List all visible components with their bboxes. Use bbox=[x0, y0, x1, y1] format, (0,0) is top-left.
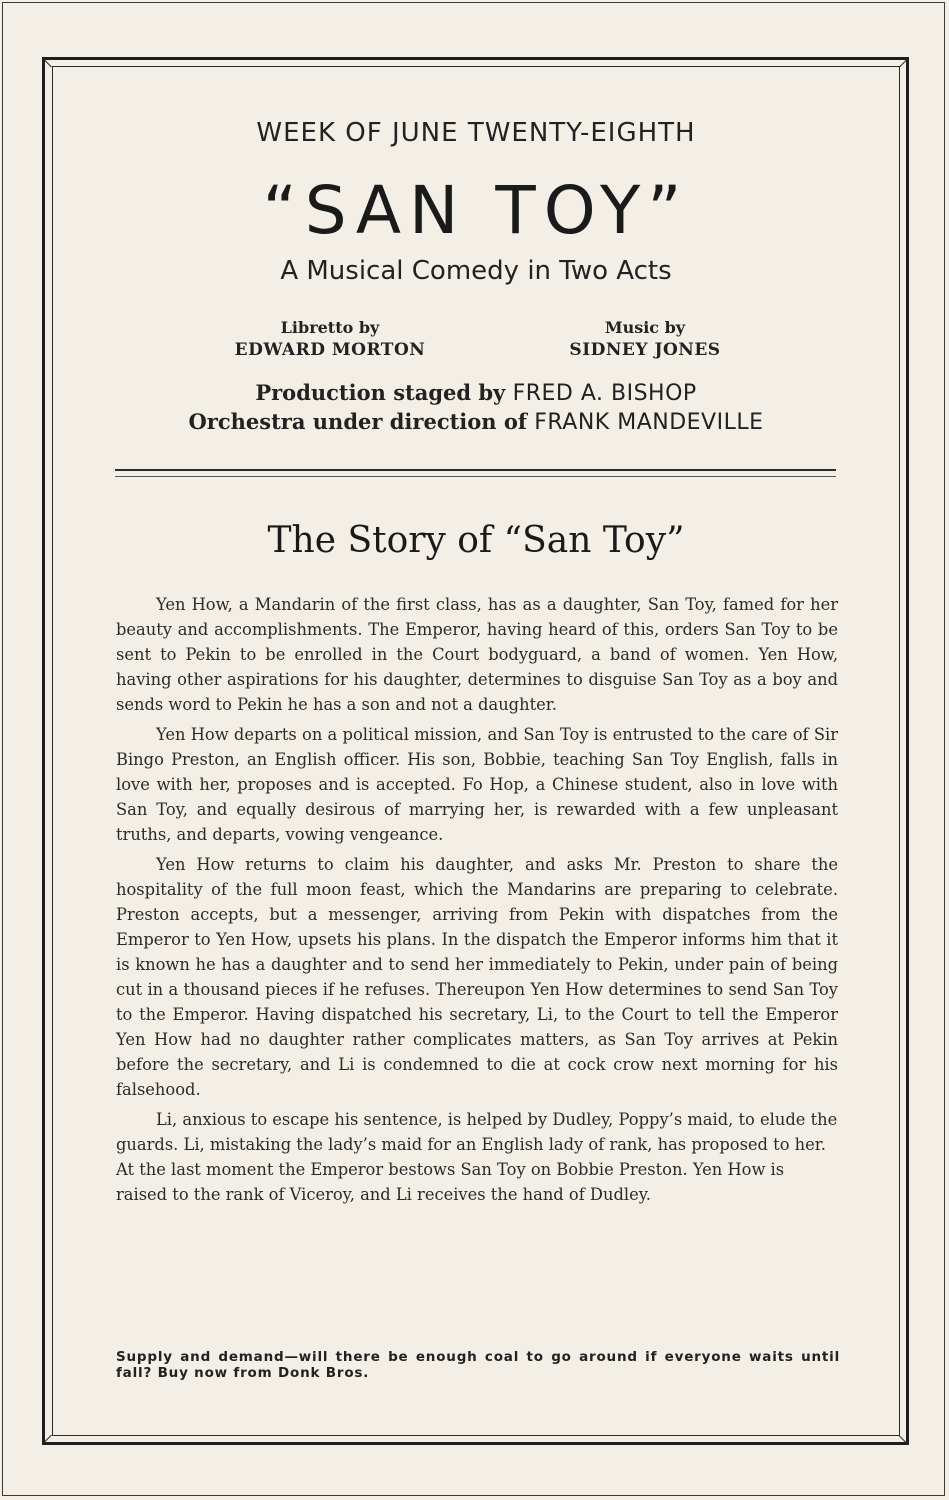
story-title: The Story of “San Toy” bbox=[267, 520, 685, 561]
coal-advertisement: Supply and demand—will there be enough coal to go around if everyone waits until fall? Buy now from Donk Bros. bbox=[116, 1349, 840, 1381]
libretto-name: EDWARD MORTON bbox=[234, 340, 426, 360]
orchestra-name: FRANK MANDEVILLE bbox=[534, 410, 764, 435]
story-paragraph: Yen How, a Mandarin of the first class, has as a daughter, San Toy, famed for her beauty and accomplishments. The Emperor, having heard of this, orders San Toy to be sent to Pekin to be enrolled in the Court bodyguard, a band of women. Yen How, having other aspirations for his daughter, determines to disguise San Toy as a boy and sends word to Pekin he has a son and not a daughter. bbox=[116, 595, 838, 714]
show-title: “SAN TOY” bbox=[262, 172, 690, 249]
orchestra-credit bbox=[52, 409, 900, 435]
story-paragraph: Yen How returns to claim his daughter, and asks Mr. Preston to share the hospitality of the full moon feast, which the Mandarins are preparing to celebrate. Preston accepts, but a messenger, arriving from Pekin with dispatches from the Emperor to Yen How, upsets his plans. In the dispatch the Emperor informs him that it is known he has a daughter and to send her immediately to Pekin, under pain of being cut in a thousand pieces if he refuses. Thereupon Yen How determines to send San Toy to the Emperor. Having dispatched his secretary, Li, to the Court to tell the Emperor Yen How had no daughter rather complicates matters, as San Toy arrives at Pekin before the secretary, and Li is condemned to die at cock crow next morning for his falsehood. bbox=[116, 855, 838, 1099]
week-heading: WEEK OF JUNE TWENTY-EIGHTH bbox=[256, 118, 696, 148]
production-credit bbox=[52, 380, 900, 406]
story-paragraph: Li, anxious to escape his sentence, is helped by Dudley, Poppy’s maid, to elude the guards. Li, mistaking the lady’s maid for an English lady of rank, has proposed to her. At the last moment the Emperor bestows San Toy on Bobbie Preston. Yen How is raised to the rank of Viceroy, and Li receives the hand of Dudley. bbox=[116, 1110, 838, 1204]
divider-rule bbox=[115, 469, 836, 471]
music-credit bbox=[520, 318, 770, 360]
story-paragraph: Yen How departs on a political mission, and San Toy is entrusted to the care of Sir Bingo Preston, an English officer. His son, Bobbie, teaching San Toy English, falls in love with her, proposes and is accepted. Fo Hop, a Chinese student, also in love with San Toy, and equally desirous of marrying her, is rewarded with a few unpleasant truths, and departs, vowing vengeance. bbox=[116, 725, 838, 844]
story-body bbox=[116, 592, 838, 1212]
music-role: Music by bbox=[604, 318, 686, 337]
divider-rule-thin bbox=[115, 476, 836, 477]
orchestra-label: Orchestra under direction of bbox=[188, 409, 527, 434]
music-name: SIDNEY JONES bbox=[569, 340, 721, 360]
production-name: FRED A. BISHOP bbox=[512, 381, 697, 406]
libretto-role: Libretto by bbox=[280, 318, 380, 337]
show-subtitle: A Musical Comedy in Two Acts bbox=[280, 256, 672, 286]
libretto-credit bbox=[205, 318, 455, 360]
production-label: Production staged by bbox=[255, 380, 506, 405]
